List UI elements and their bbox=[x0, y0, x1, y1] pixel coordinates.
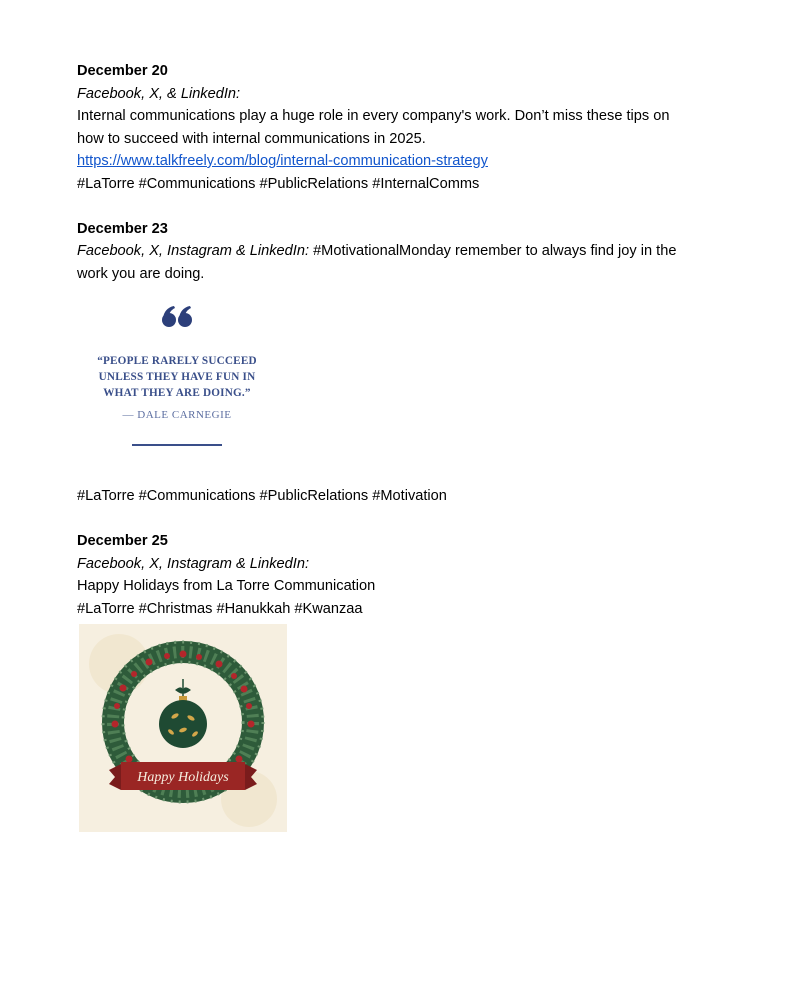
entry-date: December 25 bbox=[77, 533, 168, 549]
quote-image bbox=[77, 301, 277, 471]
entry-date: December 23 bbox=[77, 220, 168, 237]
entry-body-line: work you are doing. bbox=[77, 265, 205, 282]
entry-december-20 bbox=[77, 60, 717, 195]
article-link[interactable]: https://www.talkfreely.com/blog/internal-communication-strategy bbox=[77, 153, 488, 169]
entry-hashtags: #LaTorre #Communications #PublicRelations #InternalComms bbox=[77, 175, 480, 192]
document-page bbox=[77, 60, 717, 832]
entry-platforms: Facebook, X, & LinkedIn: bbox=[77, 85, 241, 102]
entry-date: December 20 bbox=[77, 63, 168, 79]
entry-body-line: Happy Holidays from La Torre Communication bbox=[77, 578, 376, 594]
quote-mark-icon bbox=[77, 305, 277, 334]
quote-line: WHAT THEY ARE DOING.” bbox=[103, 387, 251, 399]
entry-body-line: how to succeed with internal communications in 2025. bbox=[77, 130, 426, 147]
entry-body-inline: #MotivationalMonday remember to always find joy in the bbox=[309, 243, 677, 259]
holiday-wreath-image bbox=[79, 624, 287, 832]
entry-platforms: Facebook, X, Instagram & LinkedIn: bbox=[77, 243, 310, 259]
entry-platforms: Facebook, X, Instagram & LinkedIn: bbox=[77, 555, 310, 572]
quote-divider bbox=[132, 444, 222, 446]
entry-december-23 bbox=[77, 218, 717, 508]
banner-text: Happy Holidays bbox=[137, 770, 229, 785]
entry-body-line: Internal communications play a huge role in every company's work. Don’t miss these tips on bbox=[77, 108, 670, 124]
entry-hashtags: #LaTorre #Christmas #Hanukkah #Kwanzaa bbox=[77, 600, 363, 617]
quote-line: “PEOPLE RARELY SUCCEED bbox=[97, 355, 257, 367]
entry-december-25 bbox=[77, 530, 717, 832]
entry-hashtags: #LaTorre #Communications #PublicRelations #Motivation bbox=[77, 488, 447, 504]
quote-text bbox=[77, 353, 277, 401]
quote-author: — DALE CARNEGIE bbox=[122, 409, 232, 421]
quote-line: UNLESS THEY HAVE FUN IN bbox=[98, 371, 256, 383]
